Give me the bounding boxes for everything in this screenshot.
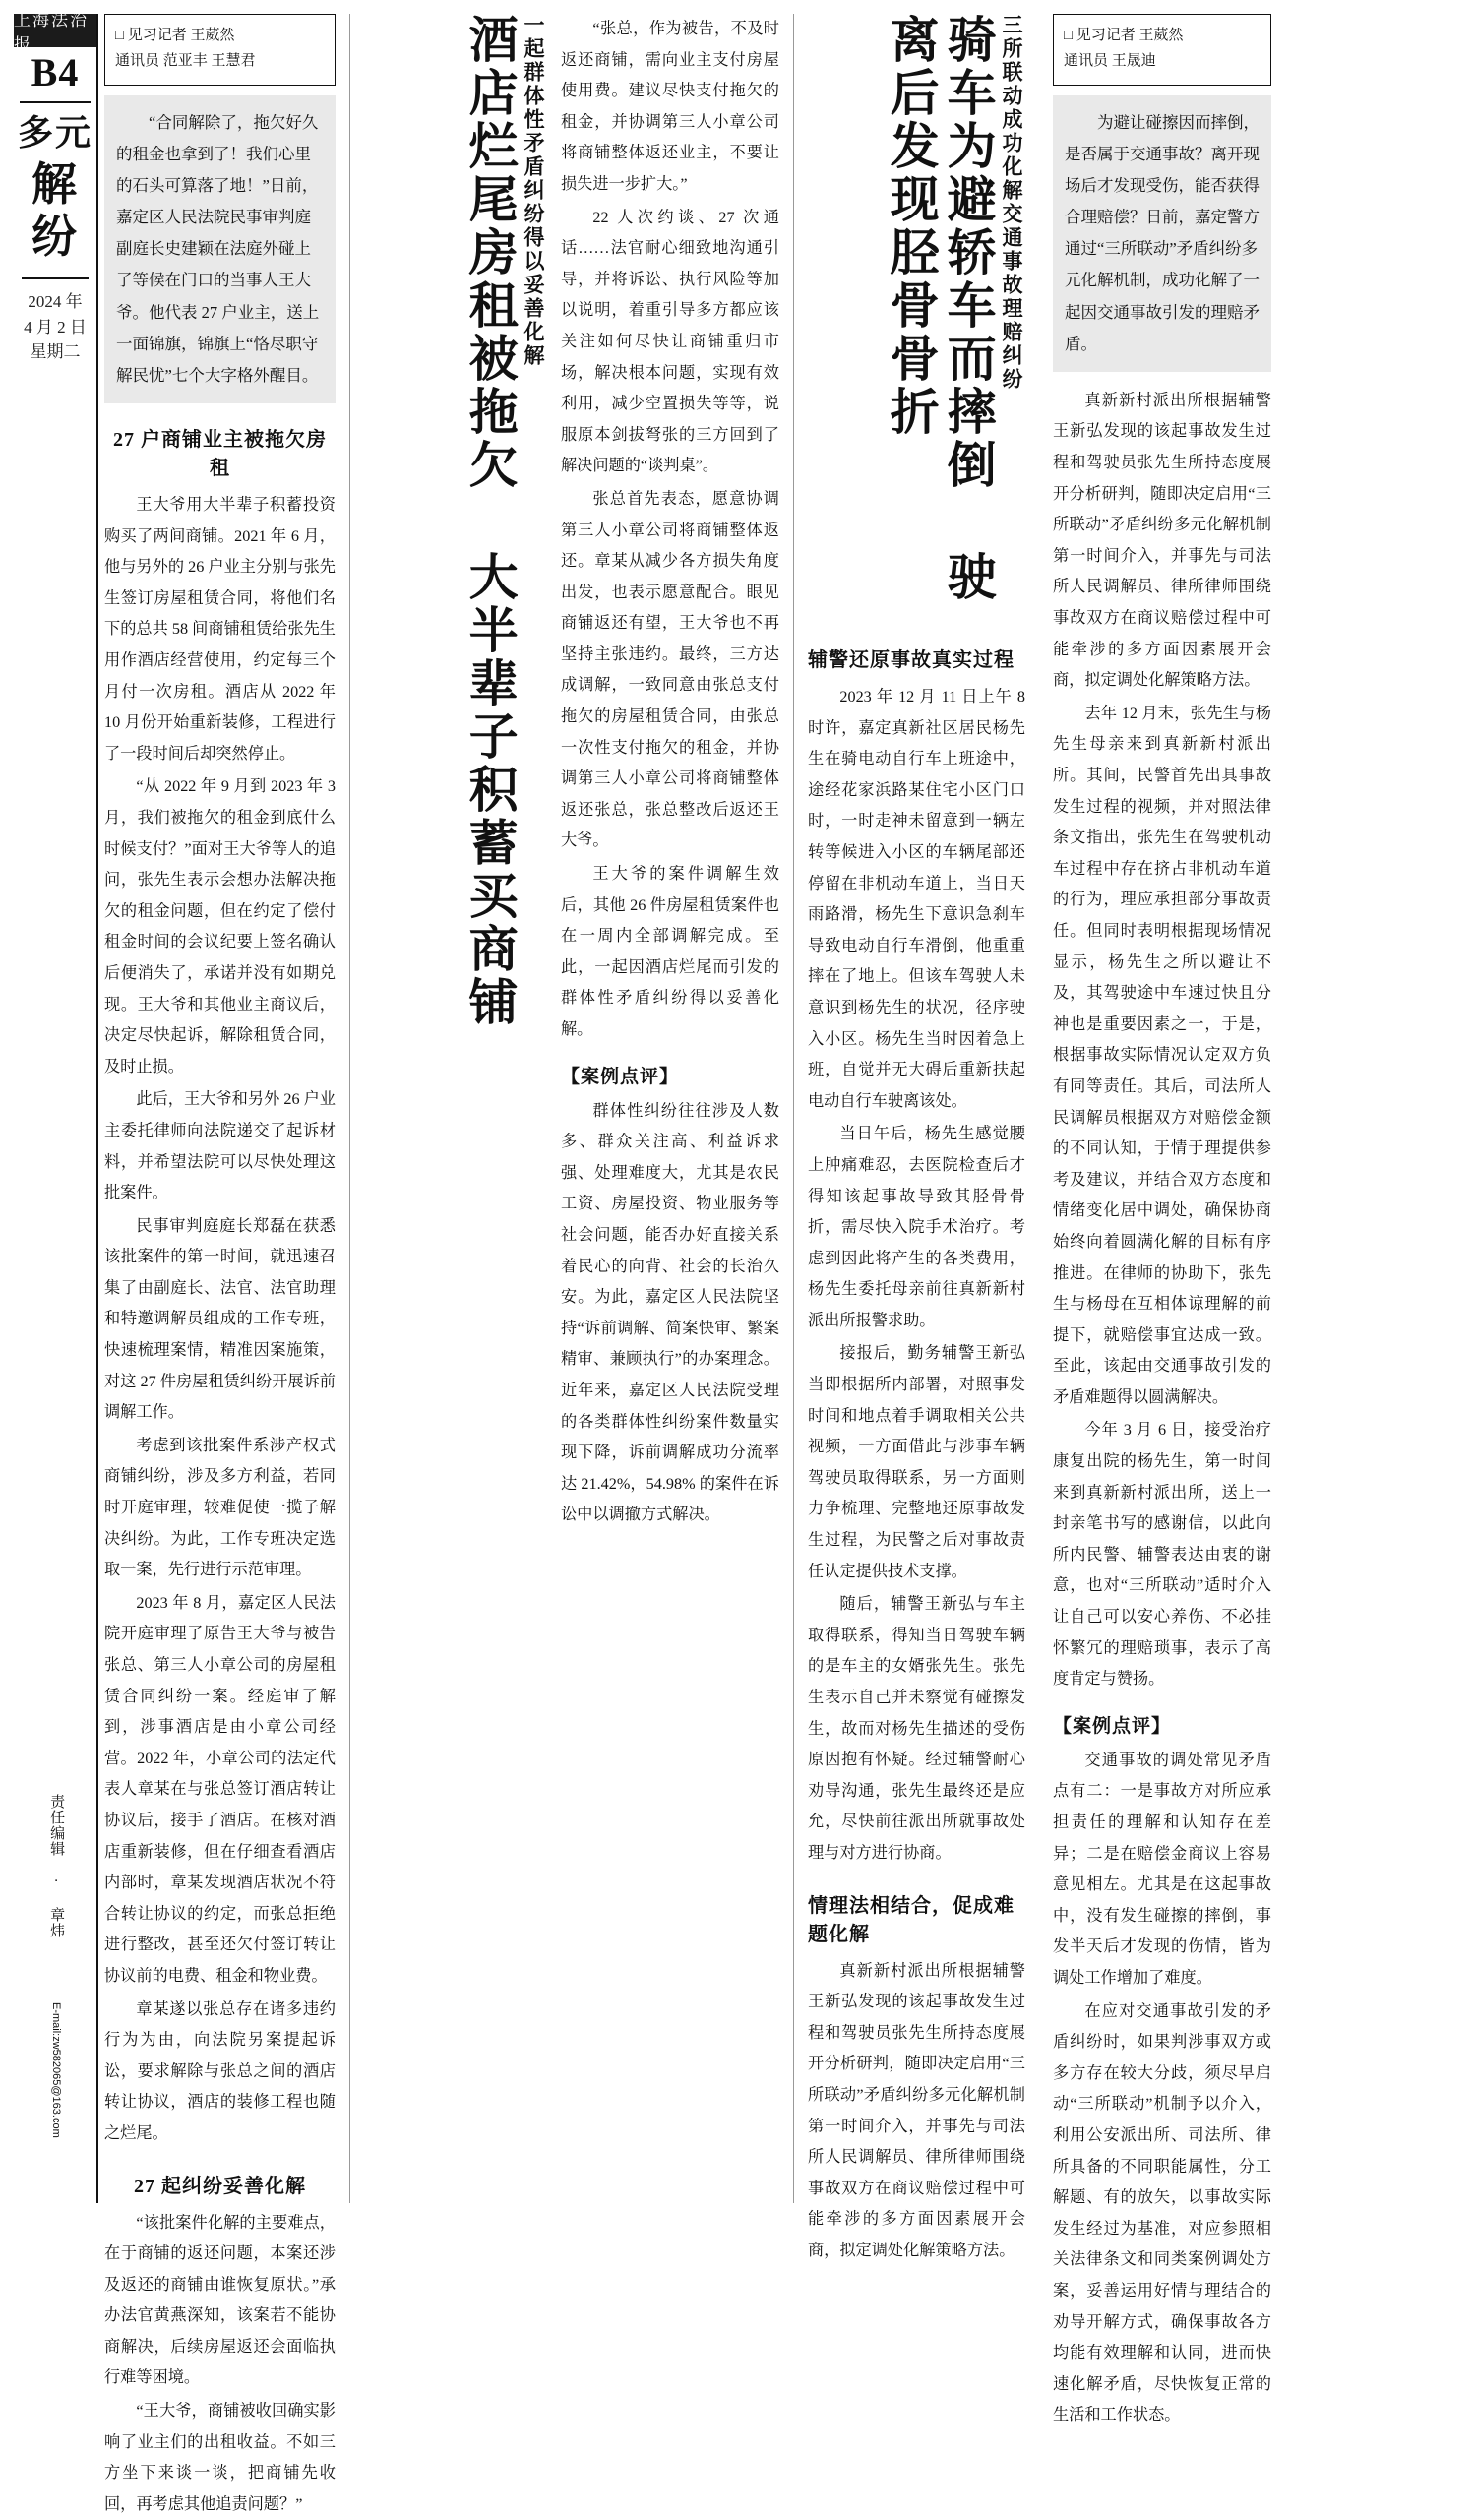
article2-p5b: 真新新村派出所根据辅警王新弘发现的该起事故发生过程和驾驶员张先生所持态度展开分析研判，随即决定启用“三所联动”矛盾纠纷多元化解机制第一时间介入，并事先与司法所人民调解员、律所律师围绕事故双方在商议赔偿过程中可能牵涉的多方面因素展开会商，拟定调处化解策略方法。 — [1053, 391, 1271, 690]
article1-section1-heading: 27 户商铺业主被拖欠房租 — [113, 429, 327, 480]
article1-lead: “合同解除了，拖欠好久的租金也拿到了！我们心里的石头可算落了地！”日前，嘉定区人民法院民事审判庭副庭长史建颖在法庭外碰上了等候在门口的当事人王大爷。他代表 27 户业主，送上一面锦旗，锦旗上“恪尽职守解民忧”七个大字格外醒目。 — [104, 95, 336, 404]
article2-column-2 — [1039, 14, 1285, 2425]
newspaper-logo: 上海法治报 — [14, 14, 96, 47]
column-wrapper — [104, 14, 1458, 2513]
article2-p6: 去年 12 月末，张先生与杨先生母亲来到真新新村派出所。其间，民警首先出具事故发生过程的视频，并对照法律条文指出，张先生在驾驶机动车过程中存在挤占非机动车道的行为，理应承担部分事故责任。但同时表明根据现场情况显示，杨先生之所以避让不及，其驾驶途中车速过快且分神也是重要因素之一，于是，根据事故实际情况认定双方负有同等责任。其后，司法所人民调解员根据双方对赔偿金额的不同认知，于情于理提供参考及建议，并结合双方态度和情绪变化居中调处，确保协商始终向着圆满化解的目标有序推进。在律师的协助下，张先生与杨母在互相体谅理解的前提下，就赔偿事宜达成一致。至此，该起由交通事故引发的矛盾难题得以圆满解决。 — [1053, 704, 1271, 1406]
article2-comment-heading: 【案例点评】 — [1053, 1715, 1172, 1737]
article2-comment-p1: 交通事故的调处常见矛盾点有二：一是事故方对所应承担责任的理解和认知存在差异；二是在赔偿金商议上容易意见相左。尤其是在这起事故中，没有发生碰擦的摔倒，事发半天后才发现的伤情，皆为调处工作增加了难度。 — [1053, 1751, 1271, 1987]
article1-p6: 2023 年 8 月，嘉定区人民法院开庭审理了原告王大爷与被告张总、第三人小章公司的房屋租赁合同纠纷一案。经庭审了解到，涉事酒店是由小章公司经营。2022 年，小章公司的法定代表人章某在与张总签订酒店转让协议后，接手了酒店。在核对酒店重新装修，但在仔细查看酒店内部时，章某发现酒店状况不符合转让协议的约定，而张总拒绝进行整改，甚至还欠付签订转让协议前的电费、租金和物业费。 — [104, 1593, 336, 1985]
article1-p12: 张总首先表态，愿意协调第三人小章公司将商铺整体返还。章某从减少各方损失角度出发，也表示愿意配合。眼见商铺返还有望，王大爷也不再坚持主张违约。最终，三方达成调解，一致同意由张总支付拖欠的房屋租赁合同，由张总一次性支付拖欠的租金，并协调第三人小章公司将商铺整体返还张总，张总整改后返还王大爷。 — [561, 489, 779, 850]
article1-p11: 22 人次约谈、27 次通话……法官耐心细致地沟通引导，并将诉讼、执行风险等加以说明，着重引导多方都应该关注如何尽快让商铺重归市场，解决根本问题，实现有效利用，减少空置损失等等，说服原本剑拔弩张的三方回到了解决问题的“谈判桌”。 — [561, 208, 779, 475]
date-month-day: 4 月 2 日 — [24, 317, 87, 337]
article1-p5: 考虑到该批案件系涉产权式商铺纠纷，涉及多方利益，若同时开庭审理，较难促使一揽子解决纠纷。为此，工作专班决定选取一案，先行进行示范审理。 — [104, 1436, 336, 1579]
article1-subtitle: 一起群体性矛盾纠纷得以妥善化解 — [522, 14, 545, 368]
article2-reporter: □ 见习记者 王葳然 — [1064, 28, 1184, 43]
article2-section1-heading: 辅警还原事故真实过程 — [808, 649, 1015, 671]
article1-column-1 — [104, 14, 350, 2513]
article1-p1: 王大爷用大半辈子积蓄投资购买了两间商铺。2021 年 6 月，他与另外的 26 户业主分别与张先生签订房屋租赁合同，将他们名下的总共 58 间商铺租赁给张先生用作酒店经营使用，约定每三个月付一次房租。酒店从 2022 年 10 月份开始重新装修，工程进行了一段时间后却突然停止。 — [104, 496, 336, 763]
article1-reporter: □ 见习记者 王葳然 — [115, 28, 235, 43]
article2-byline — [1053, 14, 1271, 86]
rail-divider-2 — [22, 277, 89, 279]
article1-p8: “该批案件化解的主要难点，在于商铺的返还问题，本案还涉及返还的商铺由谁恢复原状。”承办法官黄燕深知，该案若不能协商解决，后续房屋返还会面临执行难等困境。 — [104, 2213, 336, 2387]
article1-p9: “王大爷，商铺被收回确实影响了业主们的出租收益。不如三方坐下来谈一谈，把商铺先收回，再考虑其他追责问题？” — [104, 2402, 336, 2513]
article1-p13: 王大爷的案件调解生效后，其他 26 件房屋租赁案件也在一周内全部调解完成。至此，一起因酒店烂尾而引发的群体性矛盾纠纷得以妥善化解。 — [561, 865, 779, 1038]
article2-subtitle: 三所联动成功化解交通事故理赔纠纷 — [1000, 14, 1023, 392]
publication-date — [14, 289, 96, 365]
article1-headline-block — [350, 14, 547, 2203]
article2-p2: 当日午后，杨先生感觉腰上肿痛难忍，去医院检查后才得知该起事故导致其胫骨骨折，需尽快入院手术治疗。考虑到因此将产生的各类费用，杨先生委托母亲前往真新新村派出所报警求助。 — [808, 1125, 1025, 1329]
date-year: 2024 年 — [28, 292, 83, 312]
article2-p3: 接报后，勤务辅警王新弘当即根据所内部署，对照事发时间和地点着手调取相关公共视频，一方面借此与涉事车辆驾驶员取得联系，另一方面则力争梳理、完整地还原事故发生过程，为民警之后对事故责任认定提供技术支撑。 — [808, 1344, 1025, 1580]
article1-correspondent: 通讯员 范亚丰 王慧君 — [115, 53, 256, 70]
rail-divider-1 — [20, 101, 91, 103]
article2-section2-heading: 情理法相结合，促成难题化解 — [808, 1894, 1015, 1945]
section-name-line1: 多元 — [17, 113, 92, 153]
article2-p1: 2023 年 12 月 11 日上午 8 时许，嘉定真新社区居民杨先生在骑电动自行车上班途中，途经花家浜路某住宅小区门口时，一时走神未留意到一辆左转等候进入小区的车辆尾部还停留在非机动车道上，当日天雨路滑，杨先生下意识急刹车导致电动自行车滑倒，他重重摔在了地上。但该车驾驶人未意识到杨先生的状况，径序驶入小区。杨先生当时因着急上班，自觉并无大碍后重新扶起电动自行车驶离该处。 — [808, 688, 1025, 1110]
article2-lead: 为避让碰擦因而摔倒，是否属于交通事故？离开现场后才发现受伤，能否获得合理赔偿？日前，嘉定警方通过“三所联动”矛盾纠纷多元化解机制，成功化解了一起因交通事故引发的理赔矛盾。 — [1053, 95, 1271, 372]
section-name-line2: 解纷 — [31, 159, 79, 263]
article2-column-1 — [793, 14, 1039, 2259]
responsible-editor: 责任编辑 · 章炜 — [48, 1793, 65, 1938]
article2-p5: 真新新村派出所根据辅警王新弘发现的该起事故发生过程和驾驶员张先生所持态度展开分析研判，随即决定启用“三所联动”矛盾纠纷多元化解机制第一时间介入，并事先与司法所人民调解员、律所律师围绕事故双方在商议赔偿过程中可能牵涉的多方面因素展开会商，拟定调处化解策略方法。 — [808, 1961, 1025, 2259]
section-name — [14, 113, 96, 264]
masthead-rail — [14, 11, 98, 2203]
article2-headline-block — [808, 14, 1025, 624]
article2-p7: 今年 3 月 6 日，接受治疗康复出院的杨先生，第一时间来到真新新村派出所，送上一封亲笔书写的感谢信，以此向所内民警、辅警表达由衷的谢意，也对“三所联动”适时介入让自己可以安心养伤、不必挂怀繁冗的理赔琐事，表示了高度肯定与赞扬。 — [1053, 1421, 1271, 1689]
article1-p4: 民事审判庭庭长郑磊在获悉该批案件的第一时间，就迅速召集了由副庭长、法官、法官助理和特邀调解员组成的工作专班，快速梳理案情，精准因案施策，对这 27 件房屋租赁纠纷开展诉前调解工作。 — [104, 1216, 336, 1422]
article1-comment-p1: 群体性纠纷往往涉及人数多、群众关注高、利益诉求强、处理难度大，尤其是农民工资、房屋投资、物业服务等社会问题，能否办好直接关系着民心的向背、社会的长治久安。为此，嘉定区人民法院坚持“诉前调解、简案快审、繁案精审、兼顾执行”的办案理念。近年来，嘉定区人民法院受理的各类群体性纠纷案件数量实现下降，诉前调解成功分流率达 21.42%，54.98% 的案件在诉讼中以调撤方式解决。 — [561, 1101, 779, 1524]
article2-p4: 随后，辅警王新弘与车主取得联系，得知当日驾驶车辆的是车主的女婿张先生。张先生表示自己并未察觉有碰擦发生，故而对杨先生描述的受伤原因抱有怀疑。经过辅警耐心劝导沟通，张先生最终还是应允，尽快前往派出所就事故处理与对方进行协商。 — [808, 1595, 1025, 1862]
article1-p3: 此后，王大爷和另外 26 户业主委托律师向法院递交了起诉材料，并希望法院可以尽快处理这批案件。 — [104, 1090, 336, 1202]
article1-p2: “从 2022 年 9 月到 2023 年 3 月，我们被拖欠的租金到底什么时候支付？”面对王大爷等人的追问，张先生表示会想办法解决拖欠的租金问题，但在约定了偿付租金时间的会议纪要上签名确认后便消失了，承诺并没有如期兑现。王大爷和其他业主商议后，决定尽快起诉，解除租赁合同，及时止损。 — [104, 777, 336, 1076]
page-code: B4 — [31, 50, 80, 94]
article1-byline — [104, 14, 336, 86]
article1-section2-heading: 27 起纠纷妥善化解 — [134, 2175, 306, 2197]
article1-title: 酒店烂尾房租被拖欠 大半辈子积蓄买商铺 — [461, 14, 518, 1029]
article2-title: 骑车为避轿车而摔倒 驶离后发现胫骨骨折 — [883, 14, 996, 604]
page-content — [104, 14, 1458, 2513]
article1-column-2 — [547, 14, 793, 2203]
article1-headline-column — [350, 14, 547, 2203]
contact-email: E-mail:zw582065@163.com — [50, 2002, 62, 2138]
article2-comment-p2: 在应对交通事故引发的矛盾纠纷时，如果判涉事双方或多方存在较大分歧，须尽早启动“三所联动”机制予以介入，利用公安派出所、司法所、律所具备的不同职能属性，分工解题、有的放矢，以事故实际发生经过为基准，对应参照相关法律条文和同类案例调处方案，妥善运用好情与理结合的劝导开解方式，确保事故各方均能有效理解和认同，进而快速化解矛盾，尽快恢复正常的生活和工作状态。 — [1053, 2001, 1271, 2425]
rail-footer — [14, 1792, 98, 2193]
date-weekday: 星期二 — [30, 342, 81, 362]
article1-p7: 章某遂以张总存在诸多违约行为为由，向法院另案提起诉讼，要求解除与张总之间的酒店转让协议，酒店的装修工程也随之烂尾。 — [104, 1999, 336, 2142]
article1-comment-heading: 【案例点评】 — [561, 1066, 680, 1087]
article1-p10: “张总，作为被告，不及时返还商铺，需向业主支付房屋使用费。建议尽快支付拖欠的租金，并协调第三人小章公司将商铺整体返还业主，不要让损失进一步扩大。” — [561, 20, 779, 193]
article2-correspondent: 通讯员 王晟迪 — [1064, 53, 1156, 70]
